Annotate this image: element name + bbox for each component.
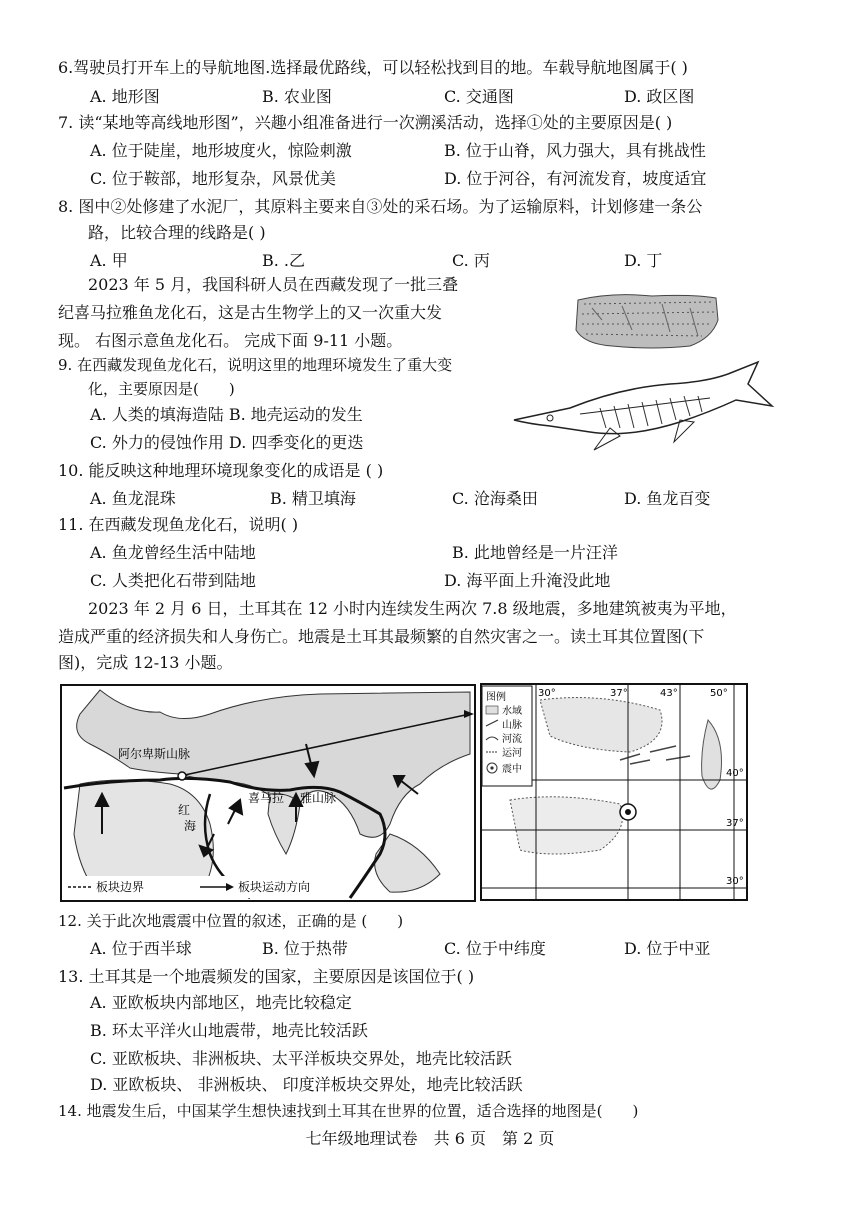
q7-stem: 7. 读“某地等高线地形图”，兴趣小组准备进行一次溯溪活动，选择①处的主要原因是( ) <box>58 113 673 132</box>
q9-stem-line1: 9. 在西藏发现鱼龙化石，说明这里的地理环境发生了重大变 <box>58 356 453 374</box>
q7-option-a: A. 位于陡崖，地形坡度火，惊险刺激 <box>90 141 352 160</box>
q13-stem: 13. 土耳其是一个地震频发的国家，主要原因是该国位于( ) <box>58 967 475 986</box>
lat-30-label: 30° <box>726 876 744 887</box>
q9-options-ab: A. 人类的填海造陆 B. 地壳运动的发生 <box>90 405 363 424</box>
fossil-rock-image <box>572 290 722 352</box>
legend-mountain: 山脉 <box>502 720 522 731</box>
q12-option-a: A. 位于西半球 <box>90 939 192 958</box>
q9-stem-line2: 化，主要原因是( ) <box>88 380 235 398</box>
ichthyosaur-fossil-drawing <box>510 358 775 456</box>
passage1-line1: 2023 年 5 月，我国科研人员在西藏发现了一批三叠 <box>88 275 459 294</box>
legend-water: 水域 <box>502 706 522 717</box>
q14-stem: 14. 地震发生后，中国某学生想快速找到土耳其在世界的位置，适合选择的地图是( ) <box>58 1102 639 1120</box>
legend-river: 河流 <box>502 734 522 745</box>
q6-option-a: A. 地形图 <box>90 87 160 106</box>
lat-40-label: 40° <box>726 768 744 779</box>
plate-boundary-map <box>60 684 476 902</box>
q11-option-a: A. 鱼龙曾经生活中陆地 <box>90 543 256 562</box>
alps-label: 阿尔卑斯山脉 <box>118 747 191 761</box>
q6-option-b: B. 农业图 <box>262 87 332 106</box>
legend-direction-label: 板块运动方向 <box>238 880 311 894</box>
legend-boundary-label: 板块边界 <box>96 880 145 894</box>
lon-37-label: 37° <box>610 688 628 699</box>
q7-option-c: C. 位于鞍部，地形复杂，风景优美 <box>90 169 336 188</box>
q8-stem-line2: 路，比较合理的线路是( ) <box>88 223 266 242</box>
q11-stem: 11. 在西藏发现鱼龙化石，说明( ) <box>58 515 299 534</box>
q12-option-d: D. 位于中亚 <box>624 939 711 958</box>
passage2-line2: 造成严重的经济损失和人身伤亡。地震是土耳其最频繁的自然灾害之一。读土耳其位置图(下 <box>58 627 705 646</box>
q12-option-b: B. 位于热带 <box>262 939 348 958</box>
red-sea-label-2: 海 <box>184 819 197 833</box>
page-footer: 七年级地理试卷 共 6 页 第 2 页 <box>305 1129 555 1148</box>
q11-option-b: B. 此地曾经是一片汪洋 <box>452 543 618 562</box>
q13-option-d: D. 亚欧板块、 非洲板块、 印度洋板块交界处，地壳比较活跃 <box>90 1075 523 1094</box>
q10-option-a: A. 鱼龙混珠 <box>90 489 176 508</box>
q7-option-d: D. 位于河谷，有河流发育，坡度适宜 <box>444 169 707 188</box>
q13-option-c: C. 亚欧板块、非洲板块、太平洋板块交界处，地壳比较活跃 <box>90 1049 512 1068</box>
q8-option-a: A. 甲 <box>90 251 128 270</box>
passage2-line3: 图)，完成 12-13 小题。 <box>58 653 233 672</box>
q10-option-b: B. 精卫填海 <box>270 489 356 508</box>
q12-stem: 12. 关于此次地震震中位置的叙述，正确的是 ( ) <box>58 912 404 930</box>
legend-title: 图例 <box>486 692 506 703</box>
q8-stem-line1: 8. 图中②处修建了水泥厂，其原料主要来自③处的采石场。为了运输原料，计划修建一条公 <box>58 197 703 216</box>
q8-option-c: C. 丙 <box>452 251 490 270</box>
passage2-line1: 2023 年 2 月 6 日，土耳其在 12 小时内连续发生两次 7.8 级地震，多地建筑被夷为平地， <box>88 599 737 618</box>
q7-option-b: B. 位于山脊，风力强大，具有挑战性 <box>444 141 706 160</box>
red-sea-label-1: 红 <box>178 803 191 817</box>
q13-option-b: B. 环太平洋火山地震带，地壳比较活跃 <box>90 1021 368 1040</box>
q9-options-cd: C. 外力的侵蚀作用 D. 四季变化的更迭 <box>90 433 364 452</box>
q8-option-b: B. .乙 <box>262 251 306 270</box>
q10-option-c: C. 沧海桑田 <box>452 489 538 508</box>
legend-canal: 运河 <box>502 748 522 759</box>
himalaya-label-1: 喜马拉 <box>248 791 285 805</box>
q11-option-d: D. 海平面上升淹没此地 <box>444 571 611 590</box>
passage1-line2: 纪喜马拉雅鱼龙化石，这是古生物学上的又一次重大发 <box>58 303 443 322</box>
himalaya-label-2: 雅山脉 <box>300 791 337 805</box>
q8-option-d: D. 丁 <box>624 251 663 270</box>
q6-option-c: C. 交通图 <box>444 87 514 106</box>
q6-stem: 6.驾驶员打开车上的导航地图.选择最优路线，可以轻松找到目的地。车载导航地图属于( ) <box>58 58 688 77</box>
q6-option-d: D. 政区图 <box>624 87 695 106</box>
q13-option-a: A. 亚欧板块内部地区，地壳比较稳定 <box>90 993 352 1012</box>
legend-epicenter: 震中 <box>502 764 522 775</box>
q12-option-c: C. 位于中纬度 <box>444 939 546 958</box>
q10-option-d: D. 鱼龙百变 <box>624 489 711 508</box>
lon-43-label: 43° <box>660 688 678 699</box>
turkey-location-map <box>480 680 750 902</box>
q10-stem: 10. 能反映这种地理环境现象变化的成语是 ( ) <box>58 461 384 480</box>
q11-option-c: C. 人类把化石带到陆地 <box>90 571 256 590</box>
passage1-line3: 现。 右图示意鱼龙化石。 完成下面 9-11 小题。 <box>58 331 403 350</box>
lat-37-label: 37° <box>726 818 744 829</box>
lon-30-label: 30° <box>538 688 556 699</box>
lon-50-label: 50° <box>710 688 728 699</box>
